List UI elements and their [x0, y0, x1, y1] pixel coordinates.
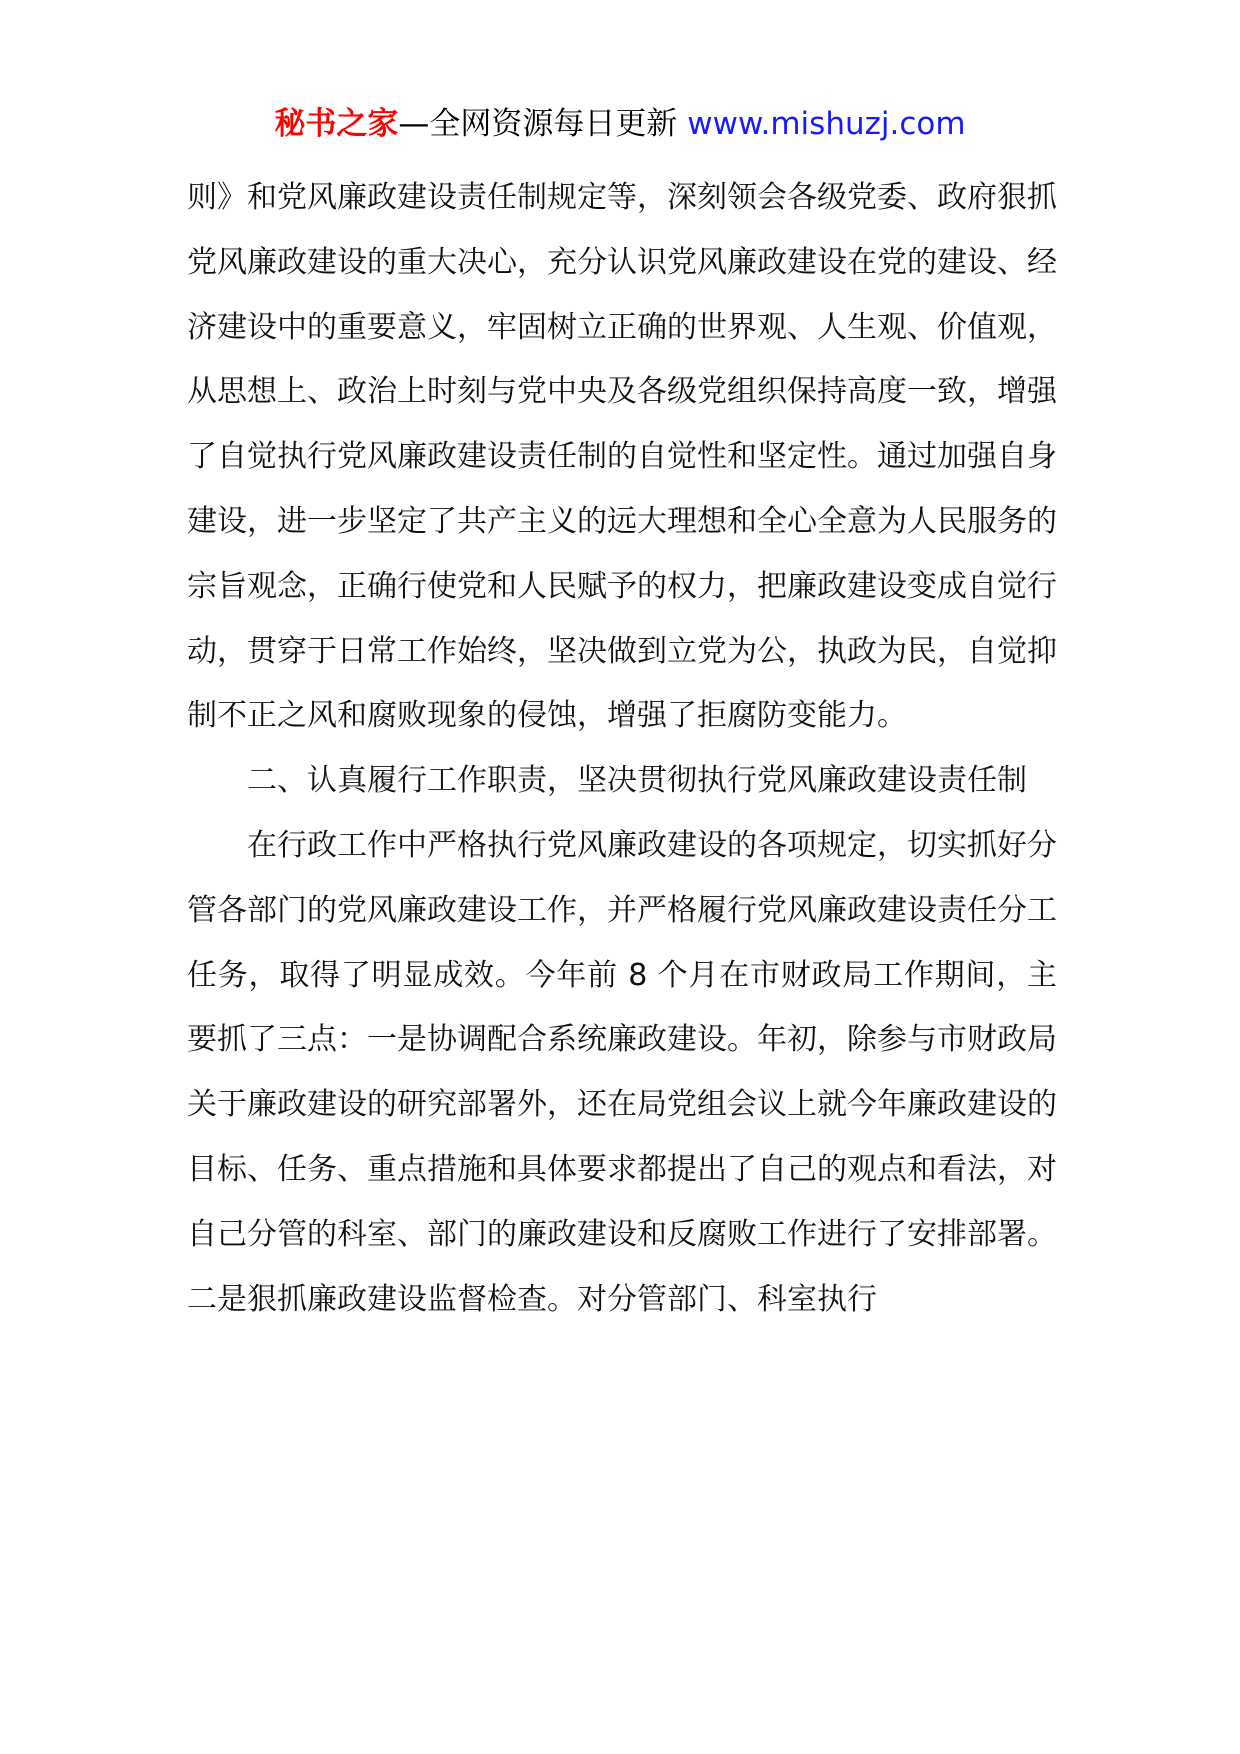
page-header [0, 102, 1240, 146]
header-slogan: —全网资源每日更新 [398, 106, 678, 142]
site-url[interactable]: www.mishuzj.com [687, 106, 966, 142]
paragraph-1: 则》和党风廉政建设责任制规定等，深刻领会各级党委、政府狠抓党风廉政建设的重大决心，充分认识党风廉政建设在党的建设、经济建设中的重要意义，牢固树立正确的世界观、人生观、价值观，从思想上、政治上时刻与党中央及各级党组织保持高度一致，增强了自觉执行党风廉政建设责任制的自觉性和坚定性。通过加强自身建设，进一步坚定了共产主义的远大理想和全心全意为人民服务的宗旨观念，正确行使党和人民赋予的权力，把廉政建设变成自觉行动，贯穿于日常工作始终，坚决做到立党为公，执政为民，自觉抑制不正之风和腐败现象的侵蚀，增强了拒腐防变能力。 [187, 180, 1057, 734]
paragraph-2: 在行政工作中严格执行党风廉政建设的各项规定，切实抓好分管各部门的党风廉政建设工作，并严格履行党风廉政建设责任分工任务，取得了明显成效。今年前 8 个月在市财政局工作期间，主要抓了三点：一是协调配合系统廉政建设。年初，除参与市财政局关于廉政建设的研究部署外，还在局党组会议上就今年廉政建设的目标、任务、重点措施和具体要求都提出了自己的观点和看法，对自己分管的科室、部门的廉政建设和反腐败工作进行了安排部署。二是狠抓廉政建设监督检查。对分管部门、科室执行 [187, 827, 1057, 1317]
document-body [187, 166, 1057, 1332]
section-heading-2: 二、认真履行工作职责，坚决贯彻执行党风廉政建设责任制 [247, 763, 1027, 799]
brand-name: 秘书之家 [274, 106, 399, 142]
